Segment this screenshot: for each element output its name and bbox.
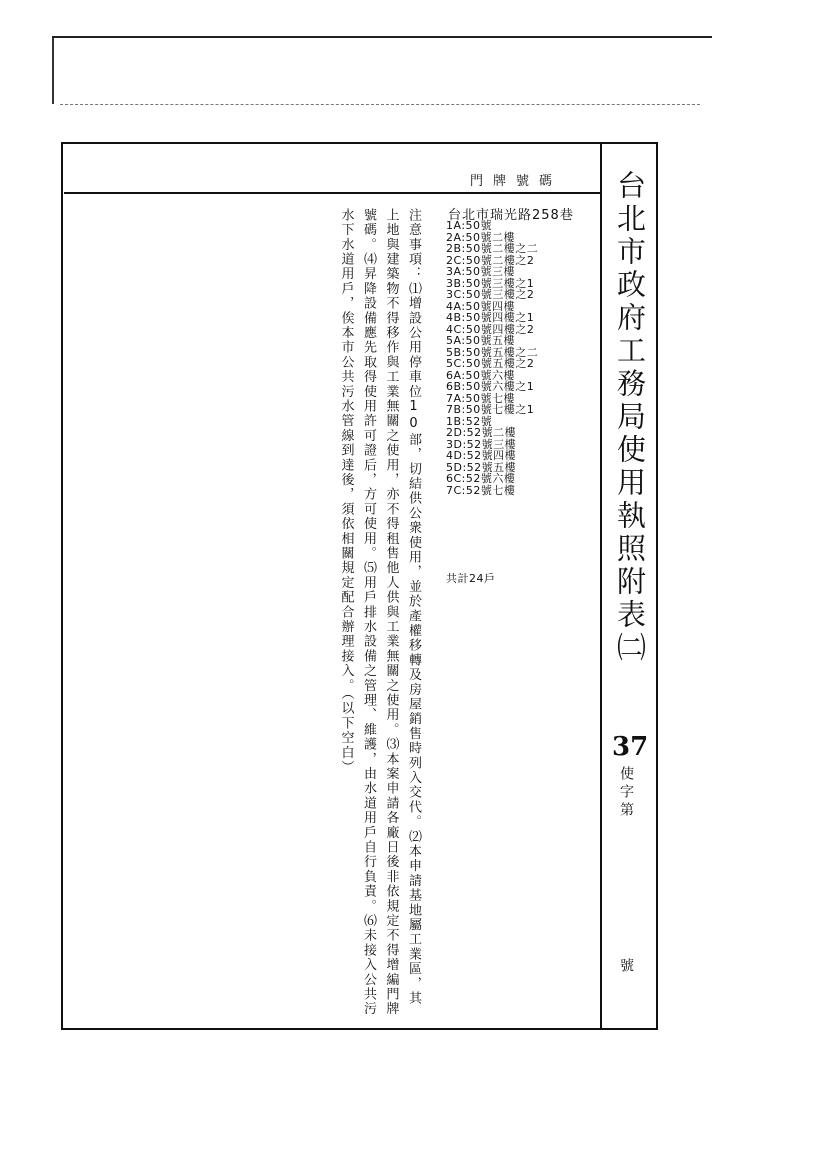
unit-entry: 6C:52號六樓 [446,472,516,485]
scan-border-bottom [60,104,700,105]
unit-entry: 7B:50號七樓之1 [446,403,535,416]
unit-total: 共計24戶 [446,572,496,585]
unit-entry: 2A:50號二樓 [446,230,516,244]
unit-entry: 3C:50號三樓之2 [446,288,535,301]
document-suffix: 號 [618,958,634,972]
document-number: 37 [612,732,649,762]
unit-entry: 7C:52號七樓 [446,483,516,497]
unit-entry: 4B:50號四樓之1 [446,311,535,324]
unit-entry: 2D:52號二樓 [446,426,517,439]
unit-entry: 2B:50號二樓之二 [446,242,539,255]
unit-entry: 6B:50號六樓之1 [446,380,535,393]
street-address: 台北市瑞光路258巷 [448,208,574,223]
header-rule [64,192,600,194]
unit-list [446,220,538,496]
unit-entry: 3A:50號三樓 [446,265,516,278]
scan-border-left [52,38,54,104]
notes-text: 注意事項：⑴增設公用停車位10部，切結供公衆使用，並於產權移轉及房屋銷售時列入交代。⑵本申請基地屬工業區，其上地與建築物不得移作與工業無關之使用，亦不得租售他人供與工業無關之使用。⑶本案申請各廠日後非依規定不得增編門牌號碼。⑷昇降設備應先取得使用許可證后，方可使用。⑸用戶排水設備之管理、維護，由水道用戶自行負責。⑹未接入公共污水下水道用戶，俟本市公共污水管線到達後，須依相關規定配合辦理接入。（以下空白） [338,208,421,1017]
scan-border-top [52,36,712,38]
unit-entry: 3D:52號三樓 [446,437,517,451]
form-title: 台北市政府工務局使用執照附表㈡ [613,170,647,665]
unit-entry: 4C:50號四樓之2 [446,322,535,336]
unit-entry: 3B:50號三樓之1 [446,276,535,290]
unit-entry: 4A:50號四樓 [446,299,516,313]
unit-entry: 5C:50號五樓之2 [446,357,535,370]
unit-entry: 7A:50號七樓 [446,391,516,405]
column-header-door-number: 門牌號碼 [470,174,563,189]
unit-entry: 1A:50號 [446,219,493,232]
unit-entry: 1B:52號 [446,414,493,428]
title-divider [600,144,602,1028]
unit-entry: 4D:52號四樓 [446,449,517,462]
unit-entry: 5B:50號五樓之二 [446,345,539,359]
unit-entry: 5D:52號五樓 [446,460,517,474]
unit-entry: 5A:50號五樓 [446,334,516,347]
document-prefix: 使字第 [618,766,634,820]
unit-entry: 2C:50號二樓之2 [446,253,535,267]
unit-entry: 6A:50號六樓 [446,368,516,382]
